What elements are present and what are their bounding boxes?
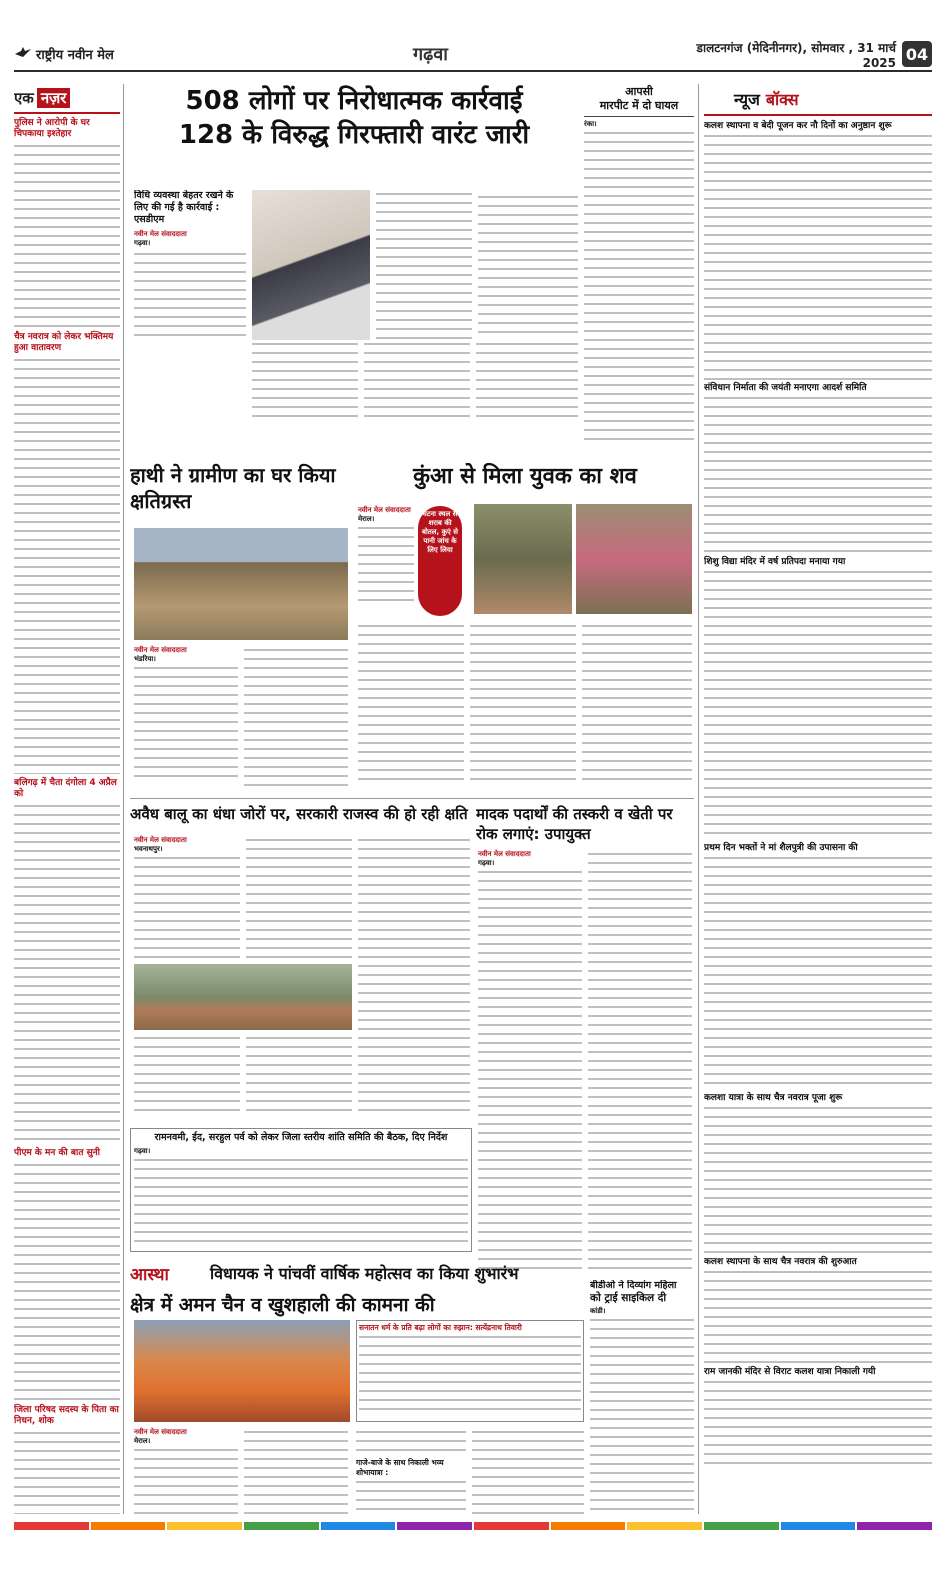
assault-dateline: रंका। [584,120,597,128]
sand-body-col2 [246,836,352,960]
sand-body-col2b [246,1034,352,1116]
brief-body [14,1161,120,1401]
well-body-col1 [358,622,464,786]
elephant-body-col2 [244,646,348,786]
tricycle-headline-2: को ट्राई साइकिल दी [590,1292,667,1304]
sand-story [130,804,472,1124]
elephant-headline: हाथी ने ग्रामीण का घर किया क्षतिग्रस्त [130,463,336,513]
well-photo-1 [474,504,572,614]
page-number: 04 [902,41,932,67]
color-bar-segment [167,1522,242,1530]
lead-headline-1: 508 लोगों पर निरोधात्मक कार्रवाई [185,86,523,116]
aastha-section [130,1258,586,1518]
lead-body-col1 [134,250,246,338]
lead-body-col4 [478,190,578,340]
bottom-color-bar [14,1522,932,1530]
color-bar-segment [627,1522,702,1530]
brief-title: पुलिस ने आरोपी के घर चिपकाया इश्तेहार [14,118,90,139]
section-title: गढ़वा [413,44,448,65]
news-item-body [704,1104,932,1254]
news-item-title: कलश स्थापना व बेदी पूजन कर नौ दिनों का अनुष्ठान शुरू [704,121,892,131]
sand-byline: नवीन मेल संवाददाता [134,836,187,844]
aastha-label: आस्था [130,1264,169,1285]
color-bar-segment [321,1522,396,1530]
brief-body [14,356,120,774]
elephant-body-col1 [134,664,238,784]
news-box-label-b: बॉक्स [765,90,799,109]
aastha-substory-title: गाजे-बाजे के साथ निकाली भव्य शोभायात्रा : [356,1458,444,1477]
color-bar-segment [704,1522,779,1530]
lead-story-body [134,190,578,340]
peace-committee-box [130,1128,472,1252]
brief-title: बलिगढ़ में चैता दंगोला 4 अप्रैल को [14,778,117,799]
newspaper-name: राष्ट्रीय नवीन मेल [36,48,114,63]
color-bar-segment [551,1522,626,1530]
well-body-intro [358,524,414,604]
lead-byline: नवीन मेल संवाददाता [134,230,187,238]
tractor-photo [134,964,352,1030]
sand-body-col3 [358,836,470,1116]
brief-body [14,142,120,328]
drugs-body-col1 [478,868,582,1274]
well-byline: नवीन मेल संवाददाता [358,506,411,514]
aastha-quote-body [359,1333,581,1417]
news-item-title: कलशा यात्रा के साथ चैत्र नवरात्र पूजा शुरू [704,1093,843,1103]
aastha-dateline: मेराल। [134,1437,151,1445]
peace-headline: रामनवमी, ईद, सरहुल पर्व को लेकर जिला स्तरीय शांति समिति की बैठक, दिए निर्देश [154,1132,448,1143]
brief-title: पीएम के मन की बात सुनी [14,1148,101,1158]
sand-headline: अवैध बालू का धंधा जोरों पर, सरकारी राजस्व की हो रही क्षति [130,805,468,823]
elephant-damage-photo [134,528,348,640]
drugs-byline: नवीन मेल संवाददाता [478,850,531,858]
color-bar-segment [781,1522,856,1530]
sand-dateline: भवनाथपुर। [134,845,163,853]
tricycle-dateline: कांडी। [590,1307,606,1315]
well-badge: घटना स्थल से शराब की बोतल, कुएं से पानी जांच के लिए लिया [418,506,462,616]
bird-logo-icon [14,46,32,62]
lead-subhead: विधि व्यवस्था बेहतर रखने के लिए की गई है कार्रवाई : एसडीएम [134,190,234,225]
well-body-col2 [470,622,576,786]
color-bar-segment [244,1522,319,1530]
drugs-story [476,804,694,1274]
brief-title: चैत्र नवरात्र को लेकर भक्तिमय हुआ वातावरण [14,332,114,353]
well-photo-2 [576,504,692,614]
color-bar-segment [857,1522,932,1530]
aastha-subheadline: क्षेत्र में अमन चैन व खुशहाली की कामना की [130,1294,435,1316]
news-item-title: शिशु विद्या मंदिर में वर्ष प्रतिपदा मनाया गया [704,557,846,567]
aastha-headline: विधायक ने पांचवीं वार्षिक महोत्सव का किया शुभारंभ [210,1264,519,1283]
news-item-body [704,132,932,380]
brief-body [14,802,120,1144]
aastha-quote: सनातन धर्म के प्रति बढ़ा लोगों का रुझान: सत्येंद्रनाथ तिवारी [359,1323,522,1332]
assault-headline-1: आपसी [625,85,653,98]
procession-photo [134,1320,350,1422]
newspaper-logo [14,45,189,63]
elephant-dateline: भंडरिया। [134,655,156,663]
aastha-body-col3 [356,1428,466,1458]
well-body-col3 [582,622,692,786]
aastha-substory-body [356,1478,466,1514]
tricycle-body [590,1316,694,1512]
tricycle-headline-1: बीडीओ ने दिव्यांग महिला [590,1280,677,1291]
color-bar-segment [14,1522,89,1530]
sdm-photo [252,190,370,340]
well-story [356,462,694,790]
sand-body-col1b [134,1034,240,1116]
color-bar-segment [91,1522,166,1530]
elephant-story [130,462,352,790]
news-item-title: कलश स्थापना के साथ चैत्र नवरात्र की शुरुआत [704,1257,857,1267]
news-item-body [704,1268,932,1364]
well-headline: कुंआ से मिला युवक का शव [413,464,637,489]
ek-nazar-column [14,84,120,1514]
sand-body-col1 [134,854,240,966]
lead-headline-2: 128 के विरुद्ध गिरफ्तारी वारंट जारी [178,120,530,150]
page-dateline: डालटनगंज (मेदिनीनगर), सोमवार , 31 मार्च 2025 [696,40,896,70]
lead-story-body-bottom [134,340,578,420]
lead-dateline: गढ़वा। [134,239,151,247]
well-dateline: मेराल। [358,515,375,523]
assault-body [584,129,694,444]
assault-story [584,84,694,454]
ek-nazar-header [14,84,120,112]
elephant-byline: नवीन मेल संवाददाता [134,646,187,654]
news-box-label-a: न्यूज [734,90,760,109]
color-bar-segment [474,1522,549,1530]
peace-dateline: गढ़वा। [134,1147,151,1155]
news-item-body [704,568,932,840]
drugs-body-col2 [588,850,692,1270]
aastha-body-col2 [244,1428,348,1514]
news-item-body [704,394,932,554]
news-item-title: राम जानकी मंदिर से विराट कलश यात्रा निकाली गयी [704,1367,876,1377]
ek-nazar-label-b: नज़र [37,88,71,108]
brief-title: जिला परिषद सदस्य के पिता का निधन, शोक [14,1405,119,1426]
color-bar-segment [397,1522,472,1530]
brief-body [14,1429,120,1514]
lead-body-col3 [376,190,472,340]
news-item-title: प्रथम दिन भक्तों ने मां शैलपुत्री की उपासना की [704,843,858,853]
news-box-column [704,84,932,1514]
masthead [14,38,932,72]
aastha-body-col1 [134,1446,238,1516]
assault-headline-2: मारपीट में दो घायल [599,99,679,112]
drugs-headline: मादक पदार्थों की तस्करी व खेती पर रोक लगाएं: उपायुक्त [476,805,673,843]
drugs-dateline: गढ़वा। [478,859,495,867]
news-item-body [704,1378,932,1468]
peace-body [134,1156,468,1244]
news-item-title: संविधान निर्माता की जयंती मनाएगा आदर्श समिति [704,383,867,393]
aastha-byline: नवीन मेल संवाददाता [134,1428,187,1436]
aastha-body-col4 [472,1428,584,1514]
news-box-header [704,84,932,116]
tricycle-story [590,1280,694,1518]
news-item-body [704,854,932,1090]
ek-nazar-label-a: एक [14,89,34,107]
